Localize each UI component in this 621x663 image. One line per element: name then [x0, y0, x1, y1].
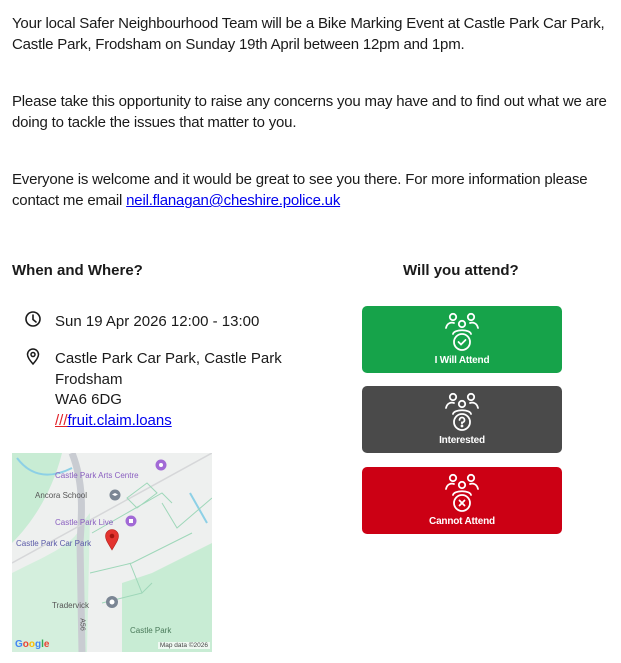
map-attribution: Map data ©2026	[159, 642, 208, 649]
event-datetime: Sun 19 Apr 2026 12:00 - 13:00	[55, 313, 260, 330]
what3words-slashes: ///	[55, 411, 68, 429]
arts-centre-icon	[155, 459, 167, 471]
map-background	[12, 453, 212, 652]
intro-paragraph-1: Your local Safer Neighbourhood Team will be a Bike Marking Event at Castle Park Car Park, Castle Park, Frodsham on Sunday 19th April between 12pm and 1pm.	[12, 15, 605, 53]
event-datetime-row	[24, 311, 259, 333]
address-line-2: Frodsham	[55, 370, 123, 388]
map-label-live: Castle Park Live	[55, 518, 114, 527]
school-icon	[109, 489, 121, 501]
venue-icon	[125, 515, 137, 527]
map-label-tradervick: Tradervick	[52, 601, 90, 610]
will-attend-button[interactable]	[362, 306, 562, 373]
intro-paragraph-2: Please take this opportunity to raise any concerns you may have and to find out what we are doing to tackle the issues that matter to you.	[12, 93, 607, 131]
attendees-cross-icon	[442, 473, 482, 515]
place-icon	[105, 595, 119, 611]
event-address	[55, 349, 282, 431]
map-pin-icon	[24, 348, 44, 368]
map-marker-icon	[105, 529, 119, 551]
location-map[interactable]	[12, 453, 212, 652]
event-location-row	[24, 348, 282, 431]
intro-paragraph-3	[12, 169, 617, 211]
email-link[interactable]: neil.flanagan@cheshire.police.uk	[126, 192, 341, 209]
address-line-1: Castle Park Car Park, Castle Park	[55, 350, 282, 367]
map-label-car-park: Castle Park Car Park	[16, 539, 92, 548]
attendees-question-icon	[442, 392, 482, 434]
attendees-check-icon	[442, 312, 482, 354]
map-label-school: Ancora School	[35, 491, 88, 500]
rsvp-heading: Will you attend?	[403, 262, 519, 279]
when-where-heading: When and Where?	[12, 262, 143, 279]
cannot-attend-label: Cannot Attend	[429, 516, 495, 527]
map-label-arts-centre: Castle Park Arts Centre	[55, 471, 139, 480]
google-logo: Google	[15, 639, 50, 650]
contact-text: Everyone is welcome and it would be great to see you there. For more information please contact me email	[12, 171, 588, 209]
what3words-link-row[interactable]	[55, 411, 282, 432]
cannot-attend-button[interactable]	[362, 467, 562, 534]
map-label-park: Castle Park	[130, 626, 172, 635]
clock-icon	[24, 311, 44, 331]
map-label-road: A56	[78, 618, 86, 631]
what3words-link[interactable]: fruit.claim.loans	[67, 411, 172, 429]
interested-button[interactable]	[362, 386, 562, 453]
address-postcode: WA6 6DG	[55, 391, 122, 408]
interested-label: Interested	[439, 435, 485, 446]
will-attend-label: I Will Attend	[434, 355, 490, 366]
